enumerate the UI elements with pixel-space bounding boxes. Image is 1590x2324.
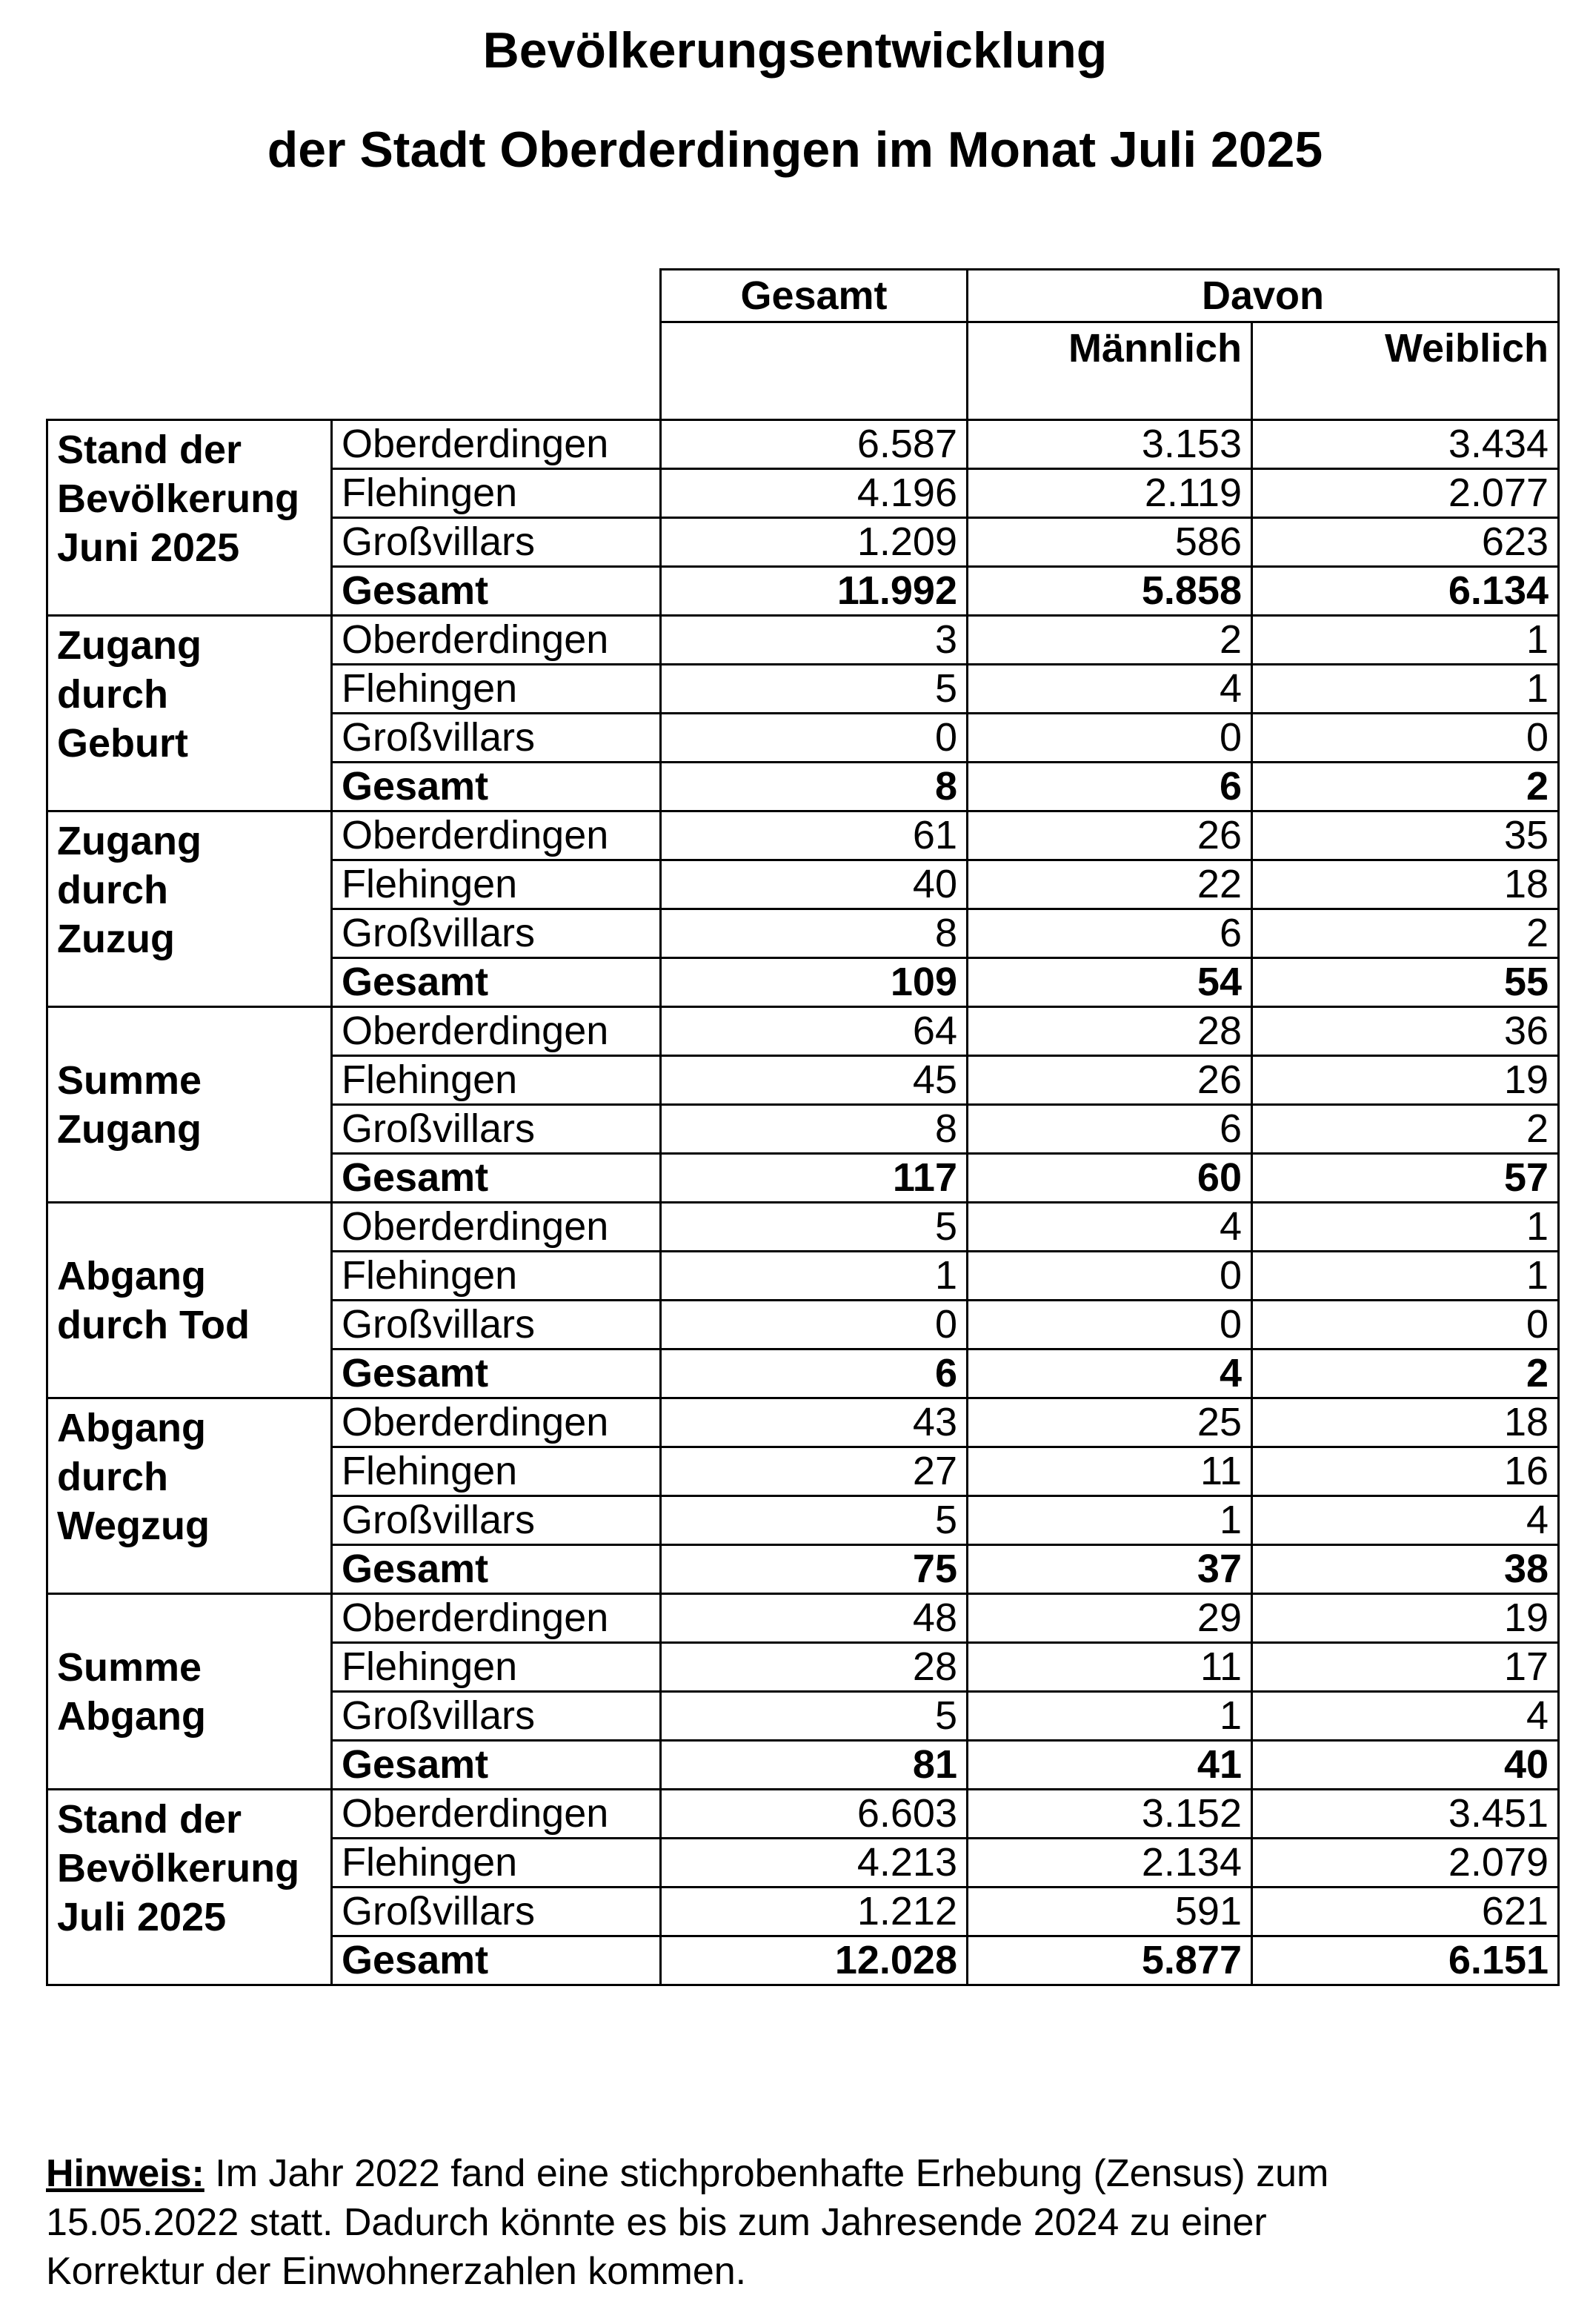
row-location: Großvillars <box>332 909 661 958</box>
header-gesamt: Gesamt <box>661 270 968 322</box>
cell-gesamt: 40 <box>661 860 968 909</box>
cell-maennlich: 28 <box>968 1007 1252 1056</box>
group-label <box>47 1398 332 1594</box>
cell-weiblich: 16 <box>1252 1447 1559 1496</box>
cell-maennlich: 1 <box>968 1496 1252 1545</box>
cell-maennlich: 41 <box>968 1741 1252 1790</box>
row-location: Oberderdingen <box>332 616 661 665</box>
cell-gesamt: 81 <box>661 1741 968 1790</box>
cell-maennlich: 26 <box>968 811 1252 860</box>
cell-gesamt: 5 <box>661 665 968 714</box>
group-label-line: Zugang <box>57 819 202 863</box>
group-label-line: Zuzug <box>57 917 175 961</box>
cell-weiblich: 1 <box>1252 616 1559 665</box>
cell-maennlich: 0 <box>968 1301 1252 1349</box>
cell-weiblich: 3.434 <box>1252 420 1559 469</box>
cell-weiblich: 1 <box>1252 665 1559 714</box>
table-row <box>47 1007 1559 1056</box>
cell-gesamt: 48 <box>661 1594 968 1643</box>
group-label <box>47 811 332 1007</box>
cell-maennlich: 29 <box>968 1594 1252 1643</box>
cell-maennlich: 1 <box>968 1692 1252 1741</box>
cell-gesamt: 8 <box>661 763 968 811</box>
note <box>46 2149 1543 2296</box>
row-location: Oberderdingen <box>332 811 661 860</box>
cell-maennlich: 60 <box>968 1154 1252 1203</box>
header-spacer <box>332 322 661 420</box>
cell-gesamt: 4.213 <box>661 1839 968 1888</box>
cell-maennlich: 6 <box>968 763 1252 811</box>
table-row <box>47 1398 1559 1447</box>
cell-weiblich: 38 <box>1252 1545 1559 1594</box>
cell-maennlich: 11 <box>968 1643 1252 1692</box>
cell-gesamt: 1.212 <box>661 1888 968 1936</box>
cell-gesamt: 5 <box>661 1496 968 1545</box>
cell-gesamt: 6.587 <box>661 420 968 469</box>
cell-weiblich: 2.079 <box>1252 1839 1559 1888</box>
cell-weiblich: 621 <box>1252 1888 1559 1936</box>
cell-maennlich: 3.153 <box>968 420 1252 469</box>
cell-maennlich: 3.152 <box>968 1790 1252 1839</box>
group-label-line: Bevölkerung <box>57 1846 300 1890</box>
cell-gesamt: 1.209 <box>661 518 968 567</box>
cell-maennlich: 26 <box>968 1056 1252 1105</box>
row-location: Gesamt <box>332 763 661 811</box>
row-location: Gesamt <box>332 1154 661 1203</box>
group-label-line: durch <box>57 868 169 912</box>
cell-weiblich: 2 <box>1252 909 1559 958</box>
cell-gesamt: 8 <box>661 1105 968 1154</box>
cell-weiblich: 623 <box>1252 518 1559 567</box>
cell-maennlich: 4 <box>968 1349 1252 1398</box>
row-location: Großvillars <box>332 1888 661 1936</box>
cell-gesamt: 45 <box>661 1056 968 1105</box>
row-location: Flehingen <box>332 1839 661 1888</box>
cell-weiblich: 1 <box>1252 1252 1559 1301</box>
note-line-3: Korrektur der Einwohnerzahlen kommen. <box>46 2250 747 2293</box>
cell-weiblich: 17 <box>1252 1643 1559 1692</box>
cell-maennlich: 6 <box>968 909 1252 958</box>
note-line-2: 15.05.2022 statt. Dadurch könnte es bis zum Jahresende 2024 zu einer <box>46 2201 1267 2244</box>
cell-gesamt: 6.603 <box>661 1790 968 1839</box>
row-location: Gesamt <box>332 1741 661 1790</box>
row-location: Oberderdingen <box>332 1398 661 1447</box>
cell-gesamt: 117 <box>661 1154 968 1203</box>
cell-weiblich: 4 <box>1252 1692 1559 1741</box>
row-location: Oberderdingen <box>332 1203 661 1252</box>
header-maennlich: Männlich <box>968 322 1252 420</box>
group-label-line: Bevölkerung <box>57 477 300 521</box>
cell-gesamt: 28 <box>661 1643 968 1692</box>
cell-gesamt: 8 <box>661 909 968 958</box>
cell-weiblich: 18 <box>1252 1398 1559 1447</box>
row-location: Oberderdingen <box>332 1594 661 1643</box>
cell-gesamt: 64 <box>661 1007 968 1056</box>
group-label-line: Abgang <box>57 1693 206 1739</box>
cell-weiblich: 2 <box>1252 1105 1559 1154</box>
group-label-line: Summe <box>57 1058 202 1103</box>
row-location: Flehingen <box>332 665 661 714</box>
note-lead: Hinweis: <box>46 2152 204 2195</box>
group-label <box>47 1594 332 1790</box>
table-row <box>47 616 1559 665</box>
cell-gesamt: 5 <box>661 1692 968 1741</box>
cell-weiblich: 18 <box>1252 860 1559 909</box>
row-location: Oberderdingen <box>332 1790 661 1839</box>
group-label-line: Stand der <box>57 1797 242 1842</box>
group-label-line: durch <box>57 1455 169 1499</box>
header-spacer <box>332 270 661 322</box>
group-label-line: durch <box>57 672 169 717</box>
row-location: Flehingen <box>332 1643 661 1692</box>
row-location: Flehingen <box>332 469 661 518</box>
cell-weiblich: 0 <box>1252 714 1559 763</box>
cell-maennlich: 11 <box>968 1447 1252 1496</box>
cell-weiblich: 55 <box>1252 958 1559 1007</box>
group-label-line: Juni 2025 <box>57 525 240 570</box>
group-label <box>47 1790 332 1985</box>
cell-gesamt: 6 <box>661 1349 968 1398</box>
row-location: Flehingen <box>332 1252 661 1301</box>
cell-gesamt: 12.028 <box>661 1936 968 1985</box>
cell-gesamt: 0 <box>661 714 968 763</box>
row-location: Flehingen <box>332 1447 661 1496</box>
group-label-line: Stand der <box>57 428 242 472</box>
cell-gesamt: 0 <box>661 1301 968 1349</box>
cell-maennlich: 4 <box>968 1203 1252 1252</box>
row-location: Oberderdingen <box>332 1007 661 1056</box>
cell-weiblich: 3.451 <box>1252 1790 1559 1839</box>
table-header-row-2 <box>47 322 1559 420</box>
cell-maennlich: 5.858 <box>968 567 1252 616</box>
cell-maennlich: 2 <box>968 616 1252 665</box>
cell-weiblich: 6.151 <box>1252 1936 1559 1985</box>
header-gesamt-sub <box>661 322 968 420</box>
cell-maennlich: 6 <box>968 1105 1252 1154</box>
cell-maennlich: 25 <box>968 1398 1252 1447</box>
group-label <box>47 1203 332 1398</box>
cell-maennlich: 0 <box>968 714 1252 763</box>
cell-maennlich: 54 <box>968 958 1252 1007</box>
cell-maennlich: 37 <box>968 1545 1252 1594</box>
group-label-line: Abgang <box>57 1406 206 1450</box>
table-row <box>47 1594 1559 1643</box>
group-label-line: Zugang <box>57 1106 202 1152</box>
row-location: Oberderdingen <box>332 420 661 469</box>
group-label-line: Wegzug <box>57 1504 210 1548</box>
cell-weiblich: 6.134 <box>1252 567 1559 616</box>
row-location: Gesamt <box>332 1545 661 1594</box>
cell-gesamt: 109 <box>661 958 968 1007</box>
cell-weiblich: 40 <box>1252 1741 1559 1790</box>
cell-weiblich: 0 <box>1252 1301 1559 1349</box>
header-spacer <box>47 322 332 420</box>
cell-weiblich: 2.077 <box>1252 469 1559 518</box>
note-line-1 <box>46 2149 1543 2198</box>
group-label-line: Geburt <box>57 721 189 766</box>
cell-gesamt: 3 <box>661 616 968 665</box>
row-location: Gesamt <box>332 958 661 1007</box>
group-label-line: Zugang <box>57 623 202 668</box>
population-table <box>46 268 1560 1986</box>
row-location: Großvillars <box>332 1105 661 1154</box>
cell-gesamt: 61 <box>661 811 968 860</box>
cell-gesamt: 4.196 <box>661 469 968 518</box>
row-location: Gesamt <box>332 1349 661 1398</box>
group-label-line: Summe <box>57 1644 202 1690</box>
row-location: Gesamt <box>332 567 661 616</box>
note-text-1: Im Jahr 2022 fand eine stichprobenhafte Erhebung (Zensus) zum <box>204 2152 1329 2195</box>
cell-gesamt: 1 <box>661 1252 968 1301</box>
cell-weiblich: 57 <box>1252 1154 1559 1203</box>
cell-weiblich: 2 <box>1252 1349 1559 1398</box>
group-label <box>47 616 332 811</box>
cell-gesamt: 75 <box>661 1545 968 1594</box>
cell-weiblich: 35 <box>1252 811 1559 860</box>
group-label <box>47 1007 332 1203</box>
header-spacer <box>47 270 332 322</box>
cell-maennlich: 4 <box>968 665 1252 714</box>
cell-weiblich: 1 <box>1252 1203 1559 1252</box>
cell-weiblich: 2 <box>1252 763 1559 811</box>
cell-gesamt: 5 <box>661 1203 968 1252</box>
cell-gesamt: 43 <box>661 1398 968 1447</box>
cell-maennlich: 2.119 <box>968 469 1252 518</box>
cell-gesamt: 11.992 <box>661 567 968 616</box>
group-label-line: Juli 2025 <box>57 1895 227 1939</box>
group-label-line: Abgang <box>57 1253 206 1298</box>
cell-maennlich: 22 <box>968 860 1252 909</box>
cell-maennlich: 591 <box>968 1888 1252 1936</box>
group-label-line: durch Tod <box>57 1302 250 1347</box>
row-location: Großvillars <box>332 714 661 763</box>
cell-weiblich: 19 <box>1252 1594 1559 1643</box>
table-header-row-1 <box>47 270 1559 322</box>
row-location: Großvillars <box>332 1692 661 1741</box>
row-location: Großvillars <box>332 1496 661 1545</box>
row-location: Gesamt <box>332 1936 661 1985</box>
table-row <box>47 1203 1559 1252</box>
table-row <box>47 420 1559 469</box>
header-weiblich: Weiblich <box>1252 322 1559 420</box>
page-title-line-2: der Stadt Oberderdingen im Monat Juli 2025 <box>267 122 1323 178</box>
cell-maennlich: 586 <box>968 518 1252 567</box>
row-location: Großvillars <box>332 518 661 567</box>
table-row <box>47 811 1559 860</box>
cell-weiblich: 4 <box>1252 1496 1559 1545</box>
row-location: Flehingen <box>332 1056 661 1105</box>
cell-weiblich: 19 <box>1252 1056 1559 1105</box>
cell-weiblich: 36 <box>1252 1007 1559 1056</box>
table-row <box>47 1790 1559 1839</box>
header-davon: Davon <box>968 270 1559 322</box>
row-location: Großvillars <box>332 1301 661 1349</box>
cell-maennlich: 2.134 <box>968 1839 1252 1888</box>
cell-gesamt: 27 <box>661 1447 968 1496</box>
group-label <box>47 420 332 616</box>
cell-maennlich: 5.877 <box>968 1936 1252 1985</box>
cell-maennlich: 0 <box>968 1252 1252 1301</box>
page-title-line-1: Bevölkerungsentwicklung <box>482 22 1108 79</box>
row-location: Flehingen <box>332 860 661 909</box>
